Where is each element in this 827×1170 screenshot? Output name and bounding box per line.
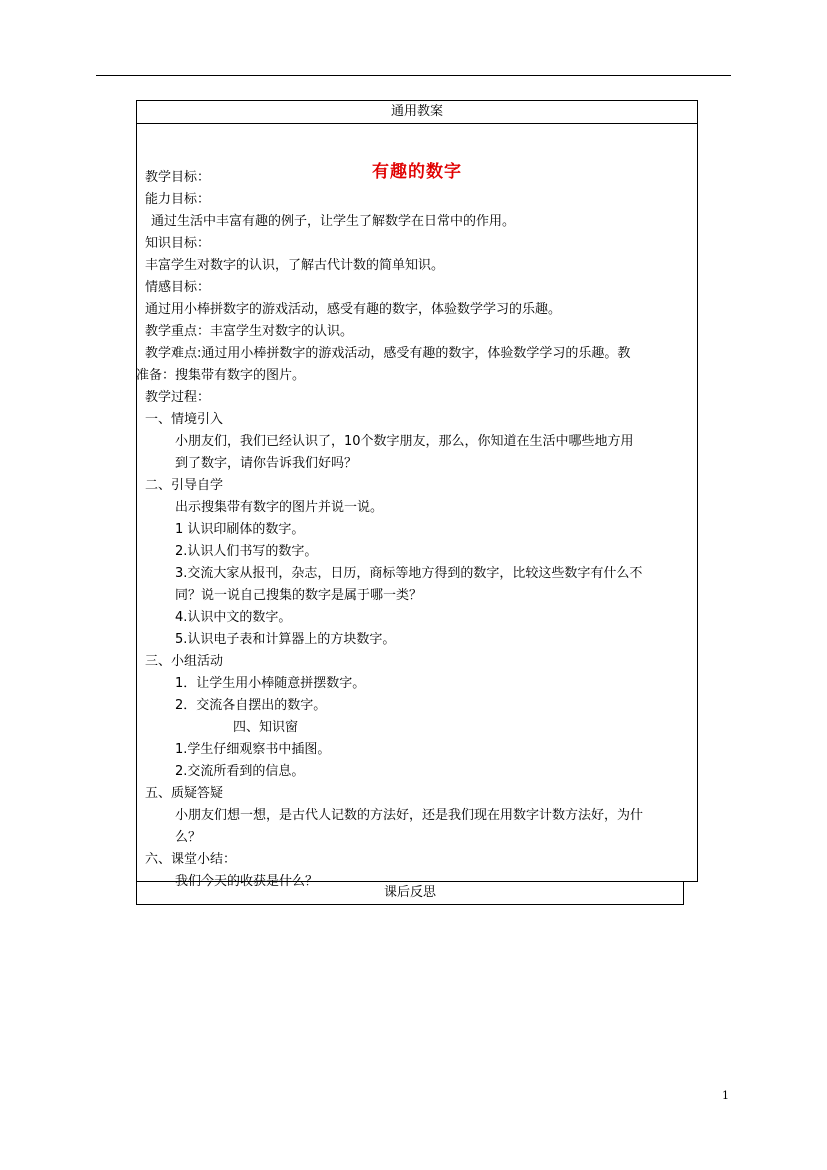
text-line: 知识目标： <box>145 236 211 251</box>
text-line: 通过生活中丰富有趣的例子，让学生了解数学在日常中的作用。 <box>151 214 516 229</box>
list-item: 3.交流大家从报刊，杂志，日历，商标等地方得到的数字，比较这些数字有什么不 <box>175 566 643 581</box>
header-rule <box>96 75 731 76</box>
text-line: 我们今天的收获是什么？ <box>175 874 319 889</box>
list-item: 4.认识中文的数字。 <box>175 610 292 625</box>
list-item: 5.认识电子表和计算器上的方块数字。 <box>175 632 396 647</box>
text-line: 小朋友们，我们已经认识了，10个数字朋友，那么，你知道在生活中哪些地方用 <box>175 434 634 449</box>
section-heading: 一、情境引入 <box>145 412 224 427</box>
text-line: 小朋友们想一想，是古代人记数的方法好，还是我们现在用数字计数方法好，为什 <box>175 808 644 823</box>
text-line: 通过用小棒拼数字的游戏活动，感受有趣的数字，体验数学学习的乐趣。 <box>145 302 562 317</box>
page-number: 1 <box>722 1089 729 1102</box>
section-heading: 二、引导自学 <box>145 478 224 493</box>
section-heading: 三、小组活动 <box>145 654 224 669</box>
text-line: 到了数字，请你告诉我们好吗？ <box>175 456 358 471</box>
text-line: 情感目标： <box>145 280 211 295</box>
text-line: 教学过程： <box>145 390 211 405</box>
text-line: 教学重点：丰富学生对数字的认识。 <box>145 324 354 339</box>
table-header-cell: 通用教案 <box>137 101 697 124</box>
text-line: 教学目标： <box>145 170 211 185</box>
list-item: 1．让学生用小棒随意拼摆数字。 <box>175 676 366 691</box>
list-item: 1.学生仔细观察书中插图。 <box>175 742 331 757</box>
text-line: 出示搜集带有数字的图片并说一说。 <box>175 500 384 515</box>
section-heading: 四、知识窗 <box>233 720 299 735</box>
section-heading: 六、课堂小结： <box>145 852 237 867</box>
text-line: 准备：搜集带有数字的图片。 <box>136 368 306 383</box>
reflection-row: 课后反思 <box>136 882 684 905</box>
text-line: 么？ <box>175 830 202 845</box>
lesson-plan-table <box>136 100 698 889</box>
section-heading: 五、质疑答疑 <box>145 786 224 801</box>
list-item: 2．交流各自摆出的数字。 <box>175 698 327 713</box>
list-item: 2.认识人们书写的数字。 <box>175 544 318 559</box>
list-item: 1 认识印刷体的数字。 <box>175 522 305 537</box>
lesson-title: 有趣的数字 <box>372 162 462 182</box>
text-line: 教学难点:通过用小棒拼数字的游戏活动，感受有趣的数字，体验数学学习的乐趣。教 <box>145 346 631 361</box>
list-item: 2.交流所看到的信息。 <box>175 764 305 779</box>
text-line: 能力目标： <box>145 192 211 207</box>
text-line: 同？说一说自己搜集的数字是属于哪一类？ <box>175 588 423 603</box>
text-line: 丰富学生对数字的认识，了解古代计数的简单知识。 <box>145 258 445 273</box>
